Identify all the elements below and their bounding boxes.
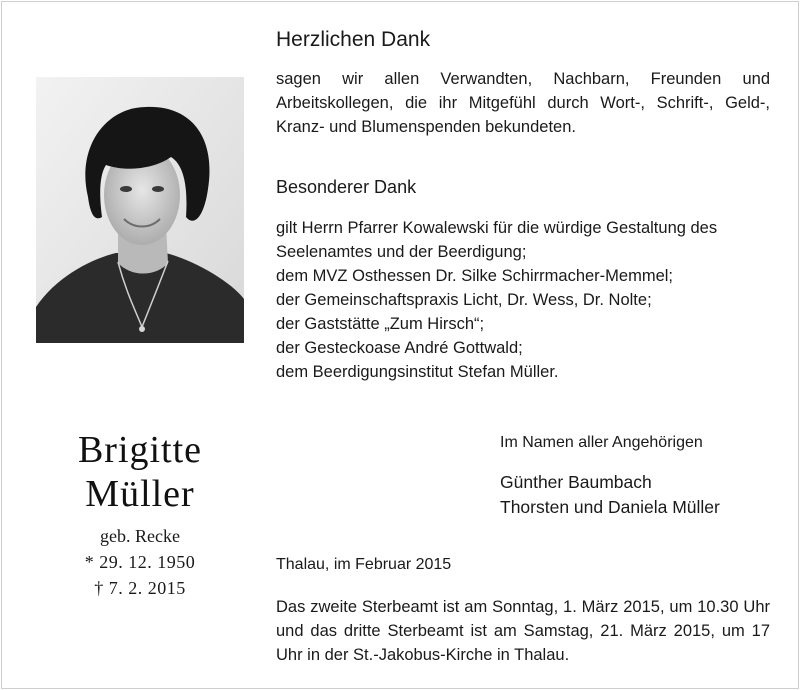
deceased-birth-name: geb. Recke [100, 526, 180, 546]
deceased-birth-date: * 29. 12. 1950 [84, 552, 196, 572]
signer-name: Günther Baumbach [500, 472, 652, 492]
deceased-first-name: Brigitte [77, 429, 203, 471]
deceased-last-name: Müller [85, 473, 195, 515]
special-thanks-line: dem MVZ Osthessen Dr. Silke Schirrmacher-Memmel; [276, 267, 674, 285]
service-paragraph: Das zweite Sterbeamt ist am Sonntag, 1. März 2015, um 10.30 Uhr und das dritte Sterbeamt ist am Samstag, 21. März 2015, um 17 Uhr in der St.-Jakobus-Kirche in Thalau. [276, 598, 770, 664]
place-date: Thalau, im Februar 2015 [276, 556, 452, 573]
portrait-photo [36, 77, 244, 343]
special-thanks-line: der Gesteckoase André Gottwald; [276, 339, 523, 357]
deceased-info [36, 428, 244, 599]
special-thanks-list [276, 216, 770, 384]
special-thanks-line: der Gemeinschaftspraxis Licht, Dr. Wess, Dr. Nolte; [276, 291, 652, 309]
special-thanks-line: dem Beerdigungsinstitut Stefan Müller. [276, 363, 559, 381]
heading-thanks: Herzlichen Dank [276, 28, 431, 51]
thanks-paragraph: sagen wir allen Verwandten, Nachbarn, Freunden und Arbeitskollegen, die ihr Mitgefühl durch Wort-, Schrift-, Geld-, Kranz- und Blumenspenden bekundeten. [276, 70, 770, 136]
special-thanks-line: gilt Herrn Pfarrer Kowalewski für die würdige Gestaltung des [276, 219, 718, 237]
heading-special-thanks: Besonderer Dank [276, 177, 417, 197]
signer-name: Thorsten und Daniela Müller [500, 497, 720, 517]
signers-list [500, 470, 720, 520]
deceased-death-date: † 7. 2. 2015 [94, 578, 186, 598]
special-thanks-line: der Gaststätte „Zum Hirsch“; [276, 315, 485, 333]
signoff-line: Im Namen aller Angehörigen [500, 434, 703, 451]
special-thanks-line: Seelenamtes und der Beerdigung; [276, 243, 527, 261]
